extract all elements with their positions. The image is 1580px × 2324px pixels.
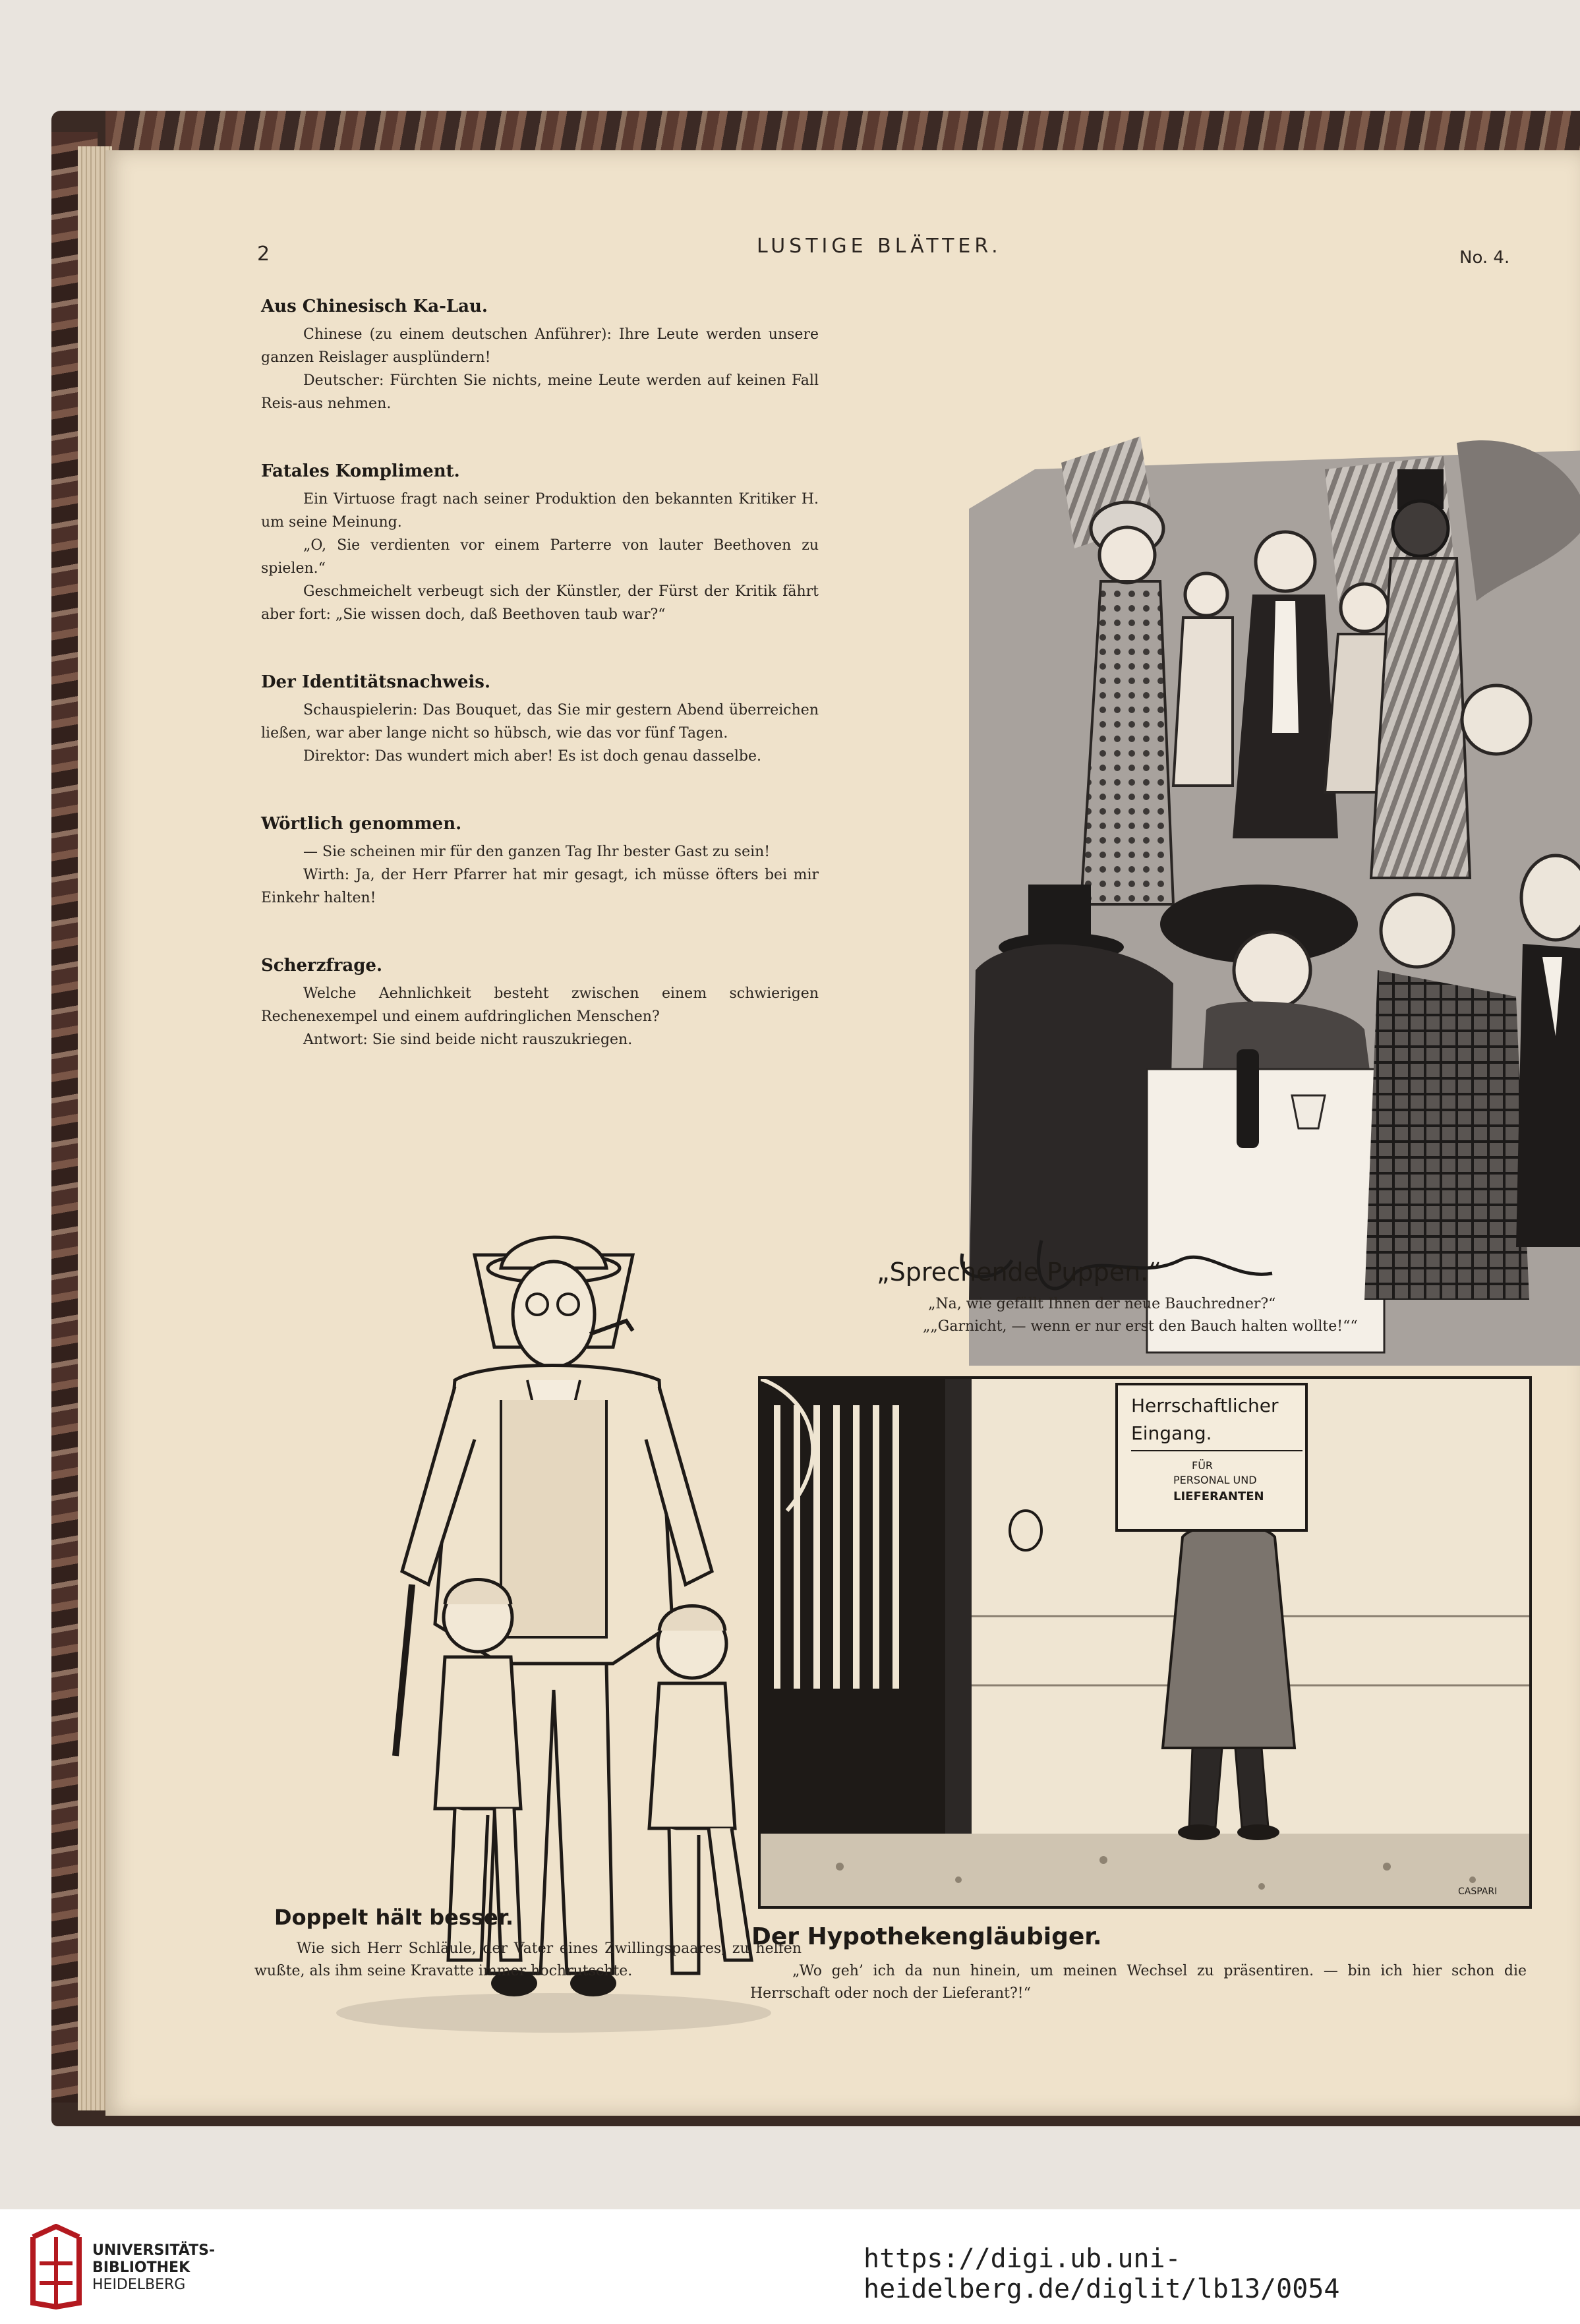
- paragraph: Wirth: Ja, der Herr Pfarrer hat mir gesagt, ich müsse öfters bei mir Einkehr halten!: [261, 867, 819, 906]
- hypothek-caption-title: Der Hypothekengläubiger.: [751, 1923, 1102, 1950]
- paragraph: „O, Sie verdienten vor einem Parterre von lauter Beethoven zu spielen.“: [261, 537, 819, 577]
- logo-line-2: BIBLIOTHEK: [92, 2259, 190, 2276]
- text-column: [261, 297, 819, 1051]
- section-title: Scherzfrage.: [261, 956, 383, 975]
- section-scherzfrage: [261, 956, 819, 1051]
- page-number: 2: [257, 243, 270, 266]
- doppelt-caption-paragraph: Wie sich Herr Schläule, der Vater eines Zwillingspaares, zu helfen wußte, als ihm seine Kravatte immer hochrutschte.: [254, 1940, 802, 1979]
- paragraph: Antwort: Sie sind beide nicht rauszukriegen.: [303, 1031, 633, 1048]
- hypothek-caption-paragraph: „Wo geh’ ich da nun hinein, um meinen Wechsel zu präsentiren. — bin ich hier schon die Herrschaft oder noch der Lieferant?!“: [750, 1963, 1527, 2002]
- section-title: Fatales Kompliment.: [261, 461, 460, 481]
- issue-number: No. 4.: [1459, 248, 1510, 268]
- section-title: Der Identitätsnachweis.: [261, 672, 490, 692]
- sign-title: Herrschaftlicher: [1131, 1395, 1279, 1416]
- sign-personal: PERSONAL UND: [1173, 1474, 1257, 1486]
- logo-line-3: HEIDELBERG: [92, 2277, 186, 2293]
- sign-lieferanten: LIEFERANTEN: [1173, 1490, 1264, 1503]
- source-url-link[interactable]: https://digi.ub.uni-heidelberg.de/diglit/lb13/0054: [863, 2244, 1340, 2304]
- puppen-caption-line-1: „Na, wie gefällt Ihnen der neue Bauchredner?“: [928, 1296, 1276, 1312]
- section-title: Wörtlich genommen.: [261, 814, 462, 834]
- sign-fuer: FÜR: [1192, 1459, 1214, 1472]
- section-identitaet: [261, 672, 819, 768]
- sign-entrance: Eingang.: [1131, 1422, 1212, 1444]
- section-ka-lau: [261, 297, 819, 415]
- magazine-title: LUSTIGE BLÄTTER.: [757, 235, 1002, 258]
- paragraph: Direktor: Das wundert mich aber! Es ist doch genau dasselbe.: [303, 748, 761, 765]
- puppen-drawing: [863, 311, 1580, 1392]
- footer-bar: [0, 2209, 1580, 2324]
- puppen-caption-line-2: „„Garnicht, — wenn er nur erst den Bauch halten wollte!““: [923, 1318, 1358, 1335]
- paragraph: Deutscher: Fürchten Sie nichts, meine Leute werden auf keinen Fall Reis-aus nehmen.: [261, 372, 819, 412]
- university-logo-icon: [26, 2224, 86, 2309]
- hypothek-caption-text: [750, 1960, 1527, 2005]
- puppen-caption-title: „Sprechende Puppen.“: [877, 1258, 1161, 1287]
- magazine-page: [105, 150, 1580, 2116]
- paragraph: Geschmeichelt verbeugt sich der Künstler, der Fürst der Kritik fährt aber fort: „Sie wissen doch, daß Beethoven taub war?“: [261, 583, 819, 623]
- doppelt-caption-text: [254, 1938, 802, 1983]
- paragraph: Welche Aehnlichkeit besteht zwischen einem schwierigen Rechenexempel und einem aufdringlichen Menschen?: [261, 985, 819, 1025]
- sign-divider: [1131, 1450, 1302, 1451]
- entrance-sign: [1115, 1383, 1308, 1532]
- section-woertlich: [261, 814, 819, 910]
- section-kompliment: [261, 461, 819, 626]
- artist-signature: CASPARI: [1458, 1886, 1498, 1897]
- paragraph: Ein Virtuose fragt nach seiner Produktion den bekannten Kritiker H. um seine Meinung.: [261, 491, 819, 531]
- illustration-hypothek: [758, 1376, 1532, 1909]
- paragraph: — Sie scheinen mir für den ganzen Tag Ihr bester Gast zu sein!: [303, 844, 771, 860]
- section-title: Aus Chinesisch Ka-Lau.: [261, 297, 488, 316]
- doppelt-caption-title: Doppelt hält besser.: [274, 1905, 514, 1930]
- paragraph: Schauspielerin: Das Bouquet, das Sie mir gestern Abend überreichen ließen, war aber lange nicht so hübsch, wie das vor fünf Tagen.: [261, 702, 819, 741]
- logo-line-1: UNIVERSITÄTS-: [92, 2242, 216, 2259]
- paragraph: Chinese (zu einem deutschen Anführer): Ihre Leute werden unsere ganzen Reislager ausplündern!: [261, 326, 819, 366]
- illustration-puppen: [863, 311, 1580, 1392]
